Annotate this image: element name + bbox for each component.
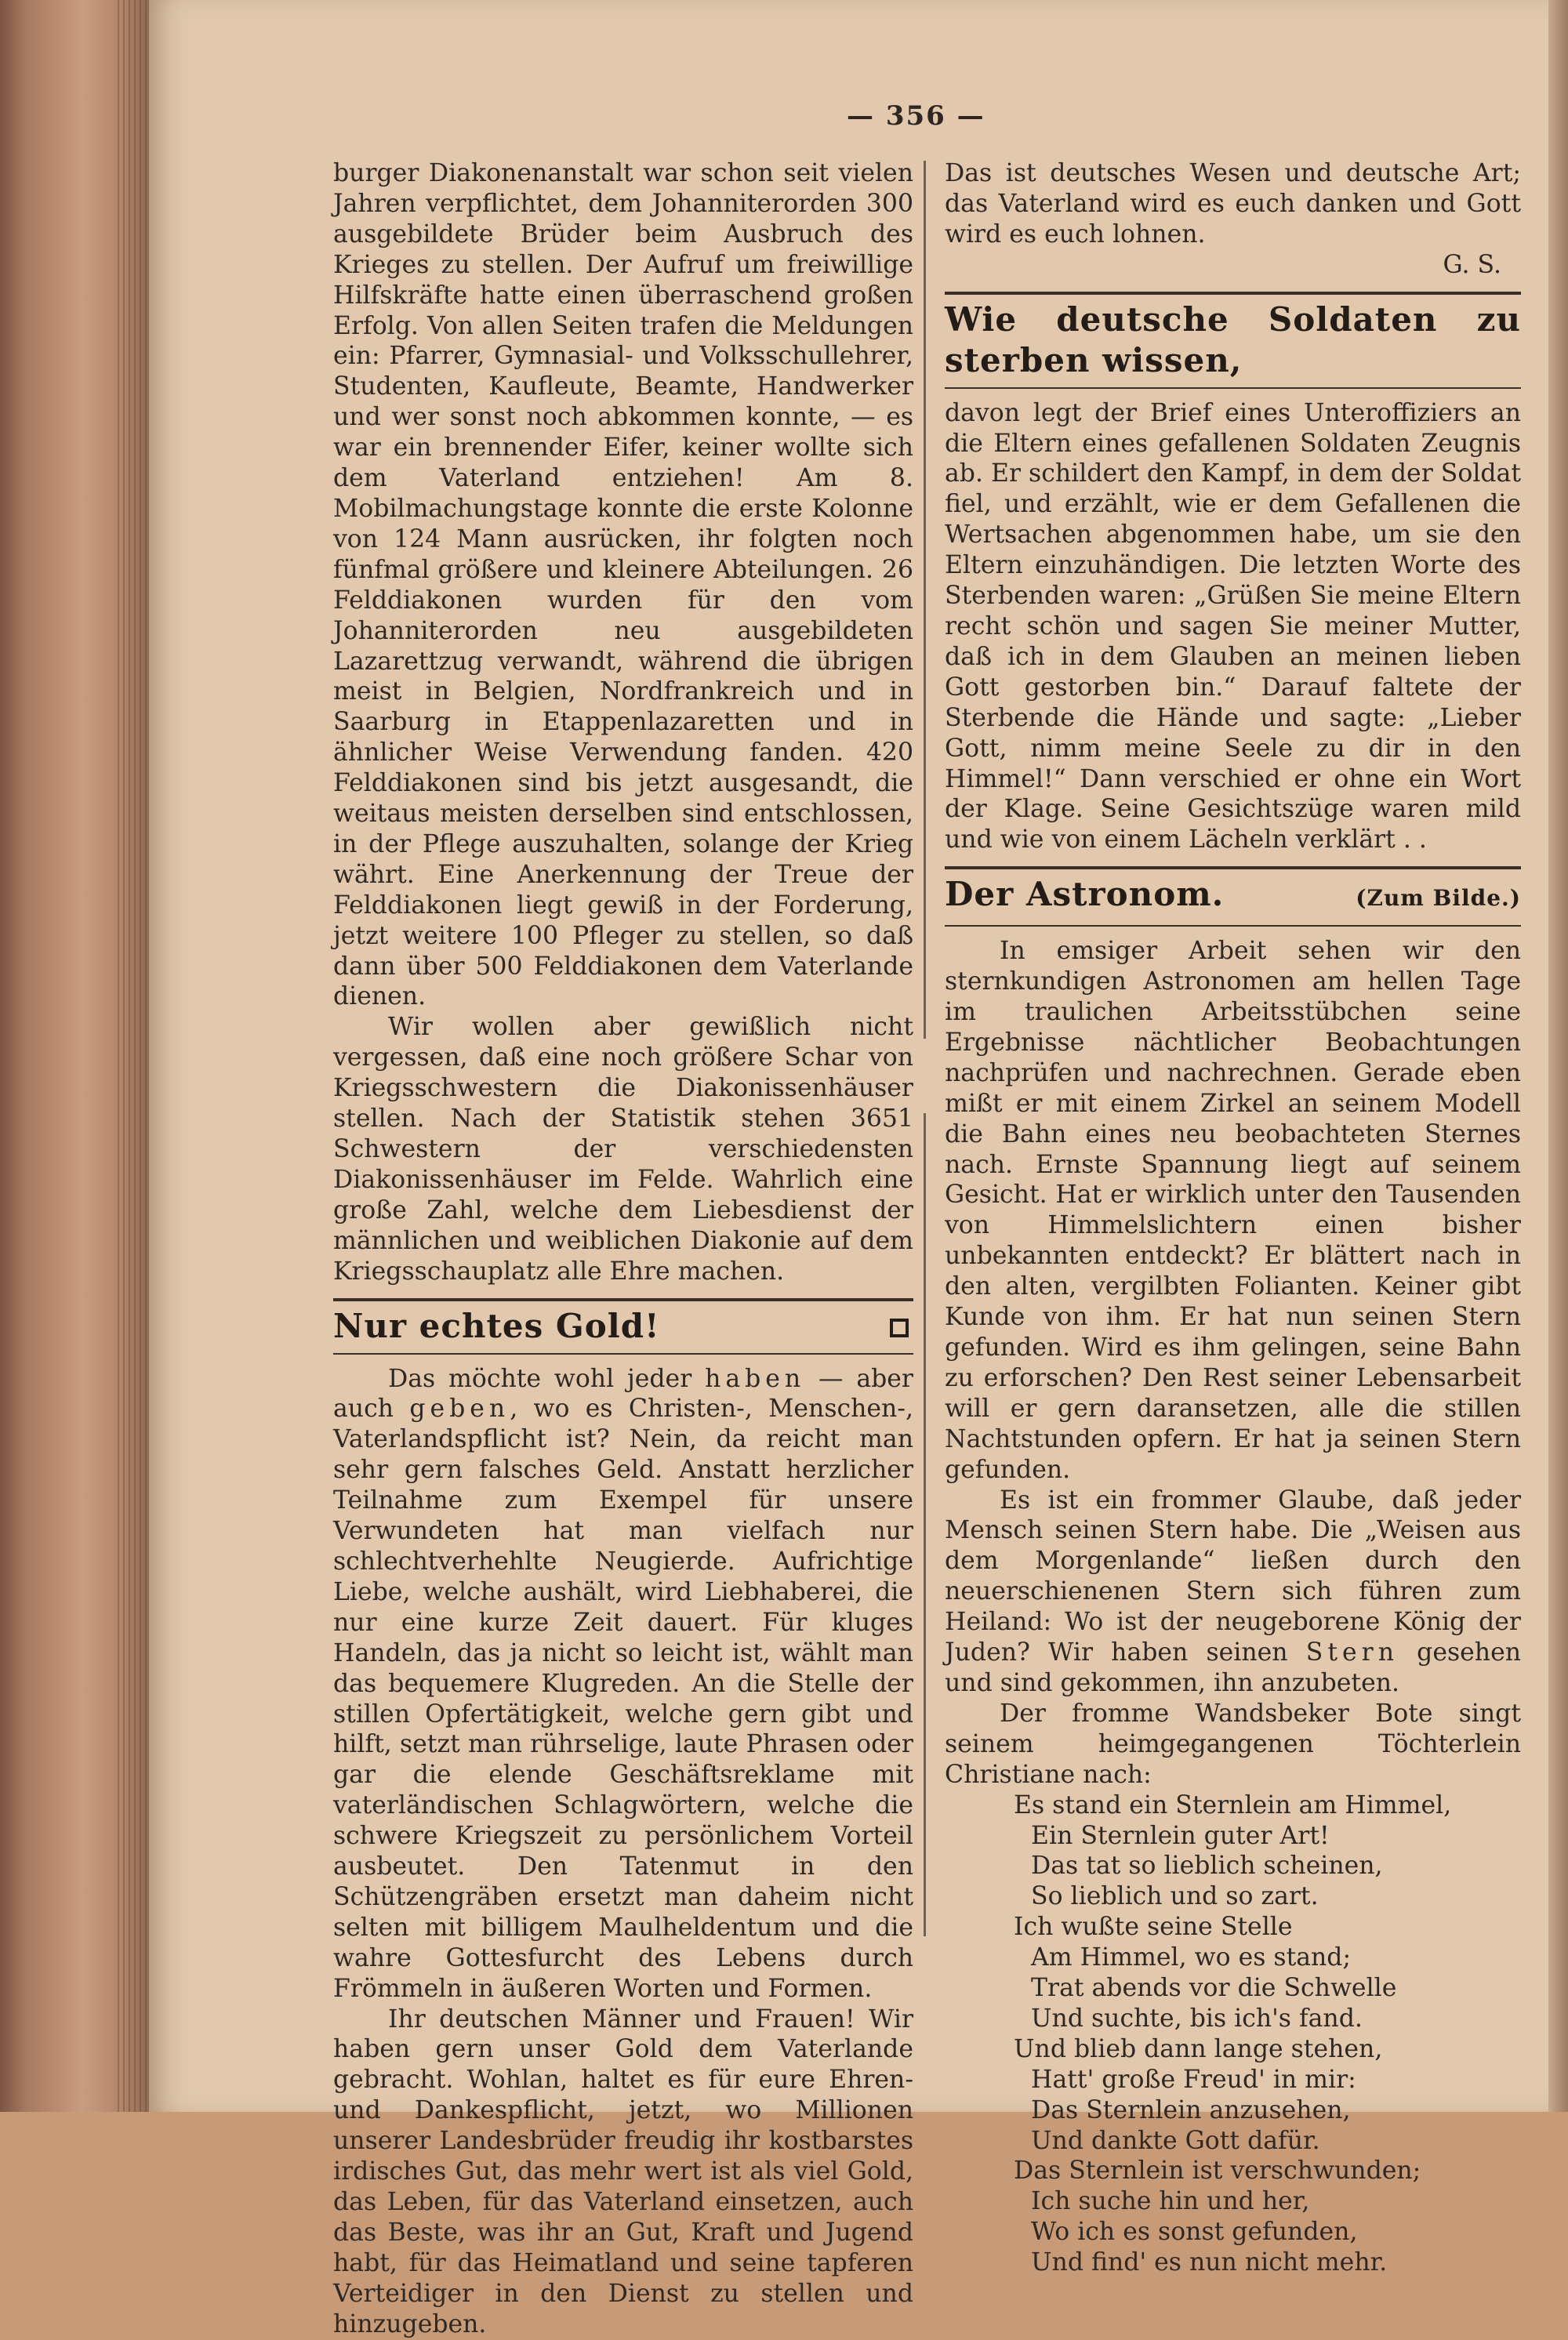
poem-line: Und find' es nun nicht mehr. (1031, 2248, 1388, 2277)
diakonen-paragraph: burger Diakonenanstalt war schon seit vielen Jahren verpflichtet, dem Johanniterorden 300 ausgebildete Brüder beim Ausbruch des Krieges zu stellen. Der Aufruf um freiwillige Hilfskräfte hatte einen überraschend großen Erfolg. Von allen Seiten trafen die Meldungen ein: Pfarrer, Gymnasial- und Volksschullehrer, Studenten, Kaufleute, Beamte, Handwerker und wer sonst noch abkommen konnte, — es war ein brennender Eifer, keiner wollte sich dem Vaterland entziehen! Am 8. Mobilmachungstage konnte die erste Kolonne von 124 Mann ausrücken, ihr folgten noch fünfmal größere und kleinere Abteilungen. 26 Felddiakonen wurden für den vom Johanniterorden neu ausgebildeten Lazarettzug verwandt, während die übrigen meist in Belgien, Nordfrankreich und in Saarburg in Etappenlazaretten und in ähnlicher Weise Verwendung fanden. 420 Felddiakonen sind bis jetzt ausgesandt, die weitaus meisten derselben sind entschlossen, in der Pflege auszuhalten, solange der Krieg währt. Eine Anerkennung der Treue der Felddiakonen liegt gewiß in der Forderung, jetzt weitere 100 Pfleger zu stellen, so daß dann über 500 Felddiakonen dem Vaterlande dienen. (333, 159, 913, 1011)
poem-line: Ich wußte seine Stelle (1014, 1913, 1293, 1942)
astronom-heading-text: Der Astronom. (945, 875, 1225, 914)
gold-paragraph-2: Ihr deutschen Männer und Frauen! Wir haben gern unser Gold dem Vaterlande gebracht. Wohlan, haltet es für eure Ehren- und Dankespflicht, jetzt, wo Millionen unserer Landesbrüder freudig ihr kostbarstes irdisches Gut, das mehr wert ist als viel Gold, das Leben, für das Vaterland einsetzen, auch das Beste, was ihr an Gut, Kraft und Jugend habt, für das Heimatland und seine tapferen Verteidiger in den Dienst zu stellen und hinzugeben. (333, 2004, 913, 2338)
gold-text-mid: — aber auch (333, 1364, 913, 1424)
poem-line: Ich suche hin und her, (1031, 2187, 1310, 2216)
right-column (945, 158, 1521, 2278)
sternlein-poem (945, 1790, 1521, 2279)
gold-spaced-haben: haben (705, 1364, 806, 1393)
astronom-p2-end: gesehen und sind gekommen, ihn anzubeten. (945, 1638, 1521, 1697)
gold-closing-paragraph: Das ist deutsches Wesen und deutsche Art; das Vaterland wird es euch danken und Gott wird es euch lohnen. (945, 159, 1521, 249)
poem-line: Am Himmel, wo es stand; (1031, 1943, 1352, 1972)
poem-line: Und dankte Gott dafür. (1031, 2126, 1320, 2155)
column-divider-top (924, 161, 926, 1039)
page-edges (118, 0, 149, 2112)
poem-line: Das tat so lieblich scheinen, (1031, 1852, 1383, 1881)
poem-line: Ein Sternlein guter Art! (1031, 1821, 1330, 1850)
gold-heading-text: Nur echtes Gold! (333, 1306, 660, 1345)
poem-line: Das Sternlein anzusehen, (1031, 2095, 1351, 2124)
gold-signature-line (945, 250, 1521, 281)
poem-line: Und blieb dann lange stehen, (1014, 2034, 1383, 2063)
soldier-paragraph: davon legt der Brief eines Unteroffiziers an die Eltern eines gefallenen Soldaten Zeugnis ab. Er schildert den Kampf, in dem der Soldat fiel, und erzählt, wie er dem Gefallenen die Wertsachen abgenommen habe, um sie den Eltern einzuhändigen. Die letzten Worte des Sterbenden waren: „Grüßen Sie meine Eltern recht schön und sagen Sie meiner Mutter, daß ich in dem Glauben an meinen lieben Gott gestorben bin.“ Darauf faltete der Sterbende die Hände und sagte: „Lieber Gott, nimm meine Seele zu dir in den Himmel!“ Dann verschied er ohne ein Wort der Klage. Seine Gesichtszüge waren mild und wie von einem Lächeln verklärt . . (945, 398, 1521, 854)
astronom-p2-start: Es ist ein frommer Glaube, daß jeder Mensch seinen Stern habe. Die „Weisen aus dem Morgenlande“ ließen durch den neuerschienenen Stern sich führen zum Heiland: Wo ist der neugeborene König der Juden? Wir haben seinen (945, 1486, 1521, 1667)
astronom-article-heading (945, 866, 1521, 927)
astronom-paragraph-3: Der fromme Wandsbeker Bote singt seinem heimgegangenen Töchterlein Christiane nach: (945, 1699, 1521, 1789)
gold-text-start: Das möchte wohl jeder (388, 1364, 706, 1393)
astronom-spaced-stern: Stern (1305, 1638, 1399, 1667)
poem-line: So lieblich und so zart. (1031, 1882, 1319, 1911)
poem-line: Und suchte, bis ich's fand. (1031, 2004, 1363, 2033)
left-column (333, 158, 913, 2340)
schwestern-paragraph: Wir wollen aber gewißlich nicht vergessen, daß eine noch größere Schar von Kriegsschwestern die Diakonissenhäuser stellen. Nach der Statistik stehen 3651 Schwestern der verschiedensten Diakonissenhäuser im Felde. Wahrlich eine große Zahl, welche dem Liebesdienst der männlichen und weiblichen Diakonie auf dem Kriegsschauplatz alle Ehre machen. (333, 1013, 913, 1286)
astronom-heading-note: (Zum Bilde.) (1356, 885, 1521, 912)
gold-article-heading (333, 1298, 913, 1355)
poem-line: Hatt' große Freud' in mir: (1031, 2065, 1356, 2094)
page-number: — 356 — (847, 100, 985, 132)
soldier-heading-text: Wie deutsche Soldaten zu sterben wissen, (945, 299, 1521, 379)
poem-line: Es stand ein Sternlein am Himmel, (1014, 1790, 1452, 1819)
astronom-paragraph-2 (945, 1486, 1521, 1699)
gold-text-rest: , wo es Christen-, Menschen-, Vaterlandspflicht ist? Nein, da reicht man sehr gern falsches Geld. Anstatt herzlicher Teilnahme zum Exempel für unsere Verwundeten hat man vielfach nur schlechtverhehlte Neugierde. Aufrichtige Liebe, welche aushält, wird Liebhaberei, die nur eine kurze Zeit dauert. Für kluges Handeln, das ja nicht so leicht ist, wählt man das bequemere Klugreden. An die Stelle der stillen Opfertätigkeit, welche gern gibt und hilft, setzt man rührselige, laute Phrasen oder gar die elende Geschäftsreklame mit vaterländischen Schlagwörtern, welche die schwere Kriegszeit zu persönlichem Vorteil ausbeutet. Den Tatenmut in den Schützengräben ersetzt man daheim nicht selten mit billigem Maulheldentum und die wahre Gottesfurcht des Lebens durch Frömmeln in äußeren Worten und Formen. (333, 1395, 913, 2003)
page-right-edge (1548, 0, 1568, 2112)
column-divider-bottom (924, 1113, 926, 1936)
square-ornament-icon (890, 1319, 909, 1337)
gold-spaced-geben: geben (409, 1395, 510, 1424)
author-signature: G. S. (1443, 250, 1501, 279)
poem-line: Trat abends vor die Schwelle (1031, 1974, 1397, 2003)
poem-line: Wo ich es sonst gefunden, (1031, 2218, 1358, 2247)
soldier-article-heading (945, 292, 1521, 389)
astronom-paragraph-1: In emsiger Arbeit sehen wir den sternkundigen Astronomen am hellen Tage im traulichen Arbeitsstübchen seine Ergebnisse nächtlicher Beobachtungen nachprüfen und nachrechnen. Gerade eben mißt er mit einem Zirkel an seinem Modell die Bahn eines neu beobachteten Sternes nach. Ernste Spannung liegt auf seinem Gesicht. Hat er wirklich unter den Tausenden von Himmelslichtern einen bisher unbekannten entdeckt? Er blättert nach in den alten, vergilbten Folianten. Keiner gibt Kunde von ihm. Er hat nun seinen Stern gefunden. Wird es ihm gelingen, seine Bahn zu erforschen? Den Rest seiner Lebensarbeit will er gern daransetzen, alle die stillen Nachtstunden opfern. Er hat ja seinen Stern gefunden. (945, 937, 1521, 1484)
gold-paragraph-1 (333, 1364, 913, 2004)
poem-line: Das Sternlein ist verschwunden; (1014, 2157, 1421, 2186)
